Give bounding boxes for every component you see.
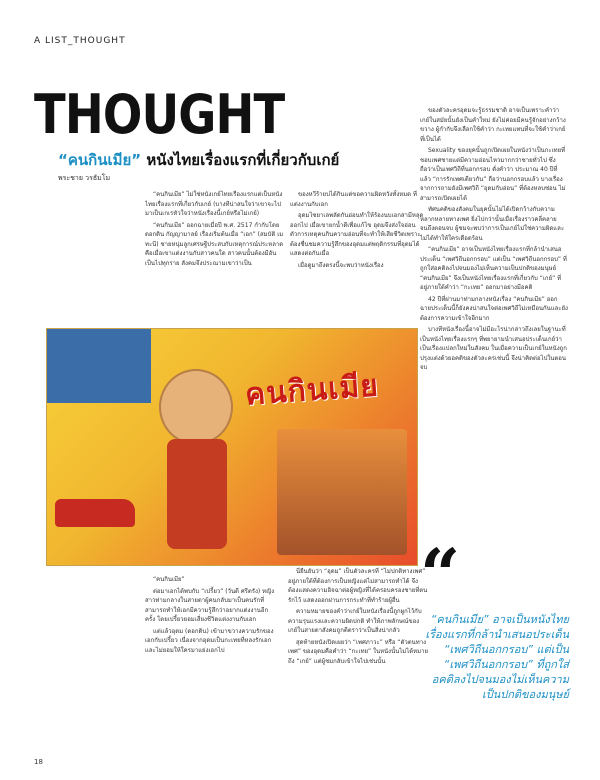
poster-face-illustration — [159, 369, 233, 445]
poster-car-illustration — [55, 499, 135, 527]
article-column-4 — [145, 575, 275, 725]
paragraph: ของหวีร้ายบ่ได้กินแต่ขอความผิดหวังทั้งหมด ที่แต่งงานกับเอก — [290, 191, 417, 208]
paragraph: Sexuality ของยุคนั้นถูกเปิดเผยในหนังว่าเป็นกะเทยที่ชอบเพศชายแต่มีความอ่อนไหวมากกว่าชายทั่วไป ซึ่งถือว่าเป็นเพศวิถีที่นอกกรอบ ดั่งคำว่า ประมาณ 40 ปีที่แล้ว “การรักเพศเดียวกัน” ถือว่านอกกรอบแล้ว บางเรื่องจากการถามยังมีเพศวิถี “อุดมกับอ่อน” ที่ต้องหลบซ่อน ไม่สามารถเปิดเผยได้ — [420, 147, 566, 202]
paragraph: ของตัวละครอุดมจะรู้ธรรมชาติ อาจเป็นเพราะคำว่าเกย์ในสมัยนั้นยังเป็นคำใหม่ ยังไม่ค่อยมีคนรู้จักอย่างกว้างขวาง ผู้กำกับจึงเลือกใช้คำว่า กะเทยแทนที่จะใช้คำว่าเกย์ที่เป็นได้ — [420, 107, 566, 143]
subhead — [58, 152, 339, 169]
article-column-2 — [290, 190, 430, 310]
byline: พระชาย วรธัมโม — [58, 174, 111, 182]
poster-title: คนกินเมีย — [243, 368, 380, 413]
paragraph: อุดมไซยาเลพลัดกันอ่อนทำให้ร้องนบเอกสามีหลุดออกไป เมื่อเขายกน้ำดีเพื่อแก้ไข อุดมจึงส่งใจอ่อนตัวการเหตุคนกินความอ่อนที่จะทำให้เสียชีวิตเพราะต้องชื่นชมความรู้สึกของอุดมแต่พฤติกรรมที่อุดมได้แสดงต่อกันเมื่อ — [290, 212, 424, 257]
paragraph: ทัศนคติของสังคมในยุคนั้นไม่ได้เปิดกว้างกับความหลากหลายทางเพศ ยิ่งไปกว่านั้นเมื่อเรื่องราวคลี่คลายจนถึงตอนจบ ผู้ชมจะพบว่าการเป็นเกย์ไม่ใช่ความผิดและไม่ได้ทำให้ใครเดือดร้อน — [420, 206, 565, 242]
movie-poster-image — [46, 328, 418, 566]
page-number: 18 — [34, 758, 43, 766]
paragraph: แต่แล้วอุดม (ดอกดิน) เข้ามาขวางความรักของเอกกับเปรี้ยว เนื่องจากอุดมเป็นกะเทยที่หลงรักเอก และไม่ยอมให้ใครมาแย่งเอกไป — [145, 627, 274, 654]
paragraph: “คนกินเมีย” ออกฉายเมื่อปี พ.ศ. 2517 กำกับโดย ดอกดิน กัญญามาลย์ เรื่องเริ่มต้นเมื่อ “เอก” (สมบัติ เมทะนี) ชายหนุ่มลูกเศรษฐีประสบกับเหตุการณ์ประหลาดคือเมื่อเขาแต่งงานกับสาวคนใด สาวคนนั้นต้องมีอันเป็นไปทุกราย สังคมจึงประณามเขาว่าเป็น — [145, 221, 284, 267]
article-column-3 — [420, 106, 568, 526]
subhead-quoted-title: “คนกินเมีย” — [58, 151, 142, 169]
section-label: A LIST_THOUGHT — [34, 36, 126, 46]
paragraph: สุดท้ายหนังเปิดเผยว่า “เพศภาวะ” หรือ “ตัวตนทางเพศ” ของอุดมคือคำว่า “กะเทย” ในหนังนั้นไม่ได้หมายถึง “เกย์” แต่ผู้ชมกลับเข้าใจไปเช่นนั้น — [288, 638, 428, 665]
subhead-rest: หนังไทยเรื่องแรกที่เกี่ยวกับเกย์ — [146, 151, 340, 169]
poster-cast-band — [47, 329, 151, 403]
paragraph: ต่อมาเอกได้พบกับ “เปรี้ยว” (วันดี ศรีตรัง) หญิงสาวท่ามกลางในสายตาผู้คนกลับมาเป็นคนรักที่สามารถทำให้เอกมีความรู้สึกว่าอยากแต่งงานอีกครั้ง โดยเปรี้ยวยอมเสี่ยงชีวิตแต่งงานกับเอก — [145, 587, 275, 623]
pull-quote: “คนกินเมีย” อาจเป็นหนังไทยเรื่องแรกที่กล้านำเสนอประเด็น “เพศวิถีนอกกรอบ” แต่เป็น “เพศวิถีนอกกรอบ” ที่ถูกใส่อคติลงไปจนมองไม่เห็นความเป็นปกติของมนุษย์ — [425, 613, 569, 701]
paragraph: นี่ยืนยันว่า “อุดม” เป็นตัวละครที่ “ไม่ปกติทางเพศ” อยู่ภายใต้ที่ต้องการเป็นหญิงแต่ไม่สามารถทำได้ จึงต้องแสดงความอิจฉาต่อผู้หญิงที่ได้ครอบครองชายที่ตนรักไว้ แสดงออกผ่านการกระทำที่ทำร้ายผู้อื่น — [288, 568, 428, 604]
paragraph: “คนกินเมีย” — [153, 576, 185, 583]
paragraph: ความหมายของคำว่าเกย์ในหนังเรื่องนี้ถูกผูกไว้กับความรุนแรงและความผิดปกติ ทำให้ภาพลักษณ์ของเกย์ในสายตาสังคมถูกตีตราว่าเป็นสิ่งน่ากลัว — [288, 608, 422, 634]
paragraph: 42 ปีที่ผ่านมาท่ามกลางหนังเรื่อง “คนกินเมีย” ออกฉายประเด็นนี้ก็ยังคงน่าสนใจต่อเพศวิถีไม่เหมือนกันและยังต้องการความเข้าใจอีกมาก — [420, 295, 568, 322]
paragraph: เมื่อดูมาถึงตรงนี้จะพบว่าหนังเรื่อง — [298, 261, 384, 269]
paragraph: “คนกินเมีย” อาจเป็นหนังไทยเรื่องแรกที่กล้านำเสนอประเด็น “เพศวิถีนอกกรอบ” แต่เป็น “เพศวิถีนอกกรอบ” ที่ถูกใส่อคติลงไปจนมองไม่เห็นความเป็นปกติของมนุษย์ “คนกินเมีย” จึงเป็นหนังไทยเรื่องแรกที่เกี่ยวกับ “เกย์” ที่อยู่ภายใต้คำว่า “กะเทย” ออกมาอย่างมีอคติ — [420, 246, 567, 291]
article-column-5 — [288, 567, 428, 727]
article-column-1 — [145, 190, 285, 310]
headline: THOUGHT — [34, 83, 285, 146]
poster-crowd-illustration — [277, 429, 407, 555]
quote-mark-icon: “ — [420, 533, 461, 616]
poster-figure-illustration — [167, 439, 227, 549]
paragraph: “คนกินเมีย” ไม่ใช่หนังเกย์ไทยเรื่องแรกแต่เป็นหนังไทยเรื่องแรกที่เกี่ยวกับเกย์ (บางทีน่าสนใจว่าเขาจะไปมาเป็นเกเรหัวใจว่าหนังเรื่องนี้เกย์หรือไม่เกย์) — [145, 191, 283, 217]
paragraph: บางทีหนังเรื่องนี้อาจไม่มีอะไรน่ากล่าวถึงเลยในฐานะที่เป็นหนังไทยเรื่องแรกๆ ที่พยายามนำเสนอประเด็นเกย์ว่าเป็นเรื่องแปลกใหม่ในสังคม ในเมื่อความเป็นเกย์ในหนังถูกปรุงแต่งด้วยอคติของตัวละครเช่นนี้ จึงน่าคิดต่อไปในตอนจบ — [420, 326, 567, 371]
